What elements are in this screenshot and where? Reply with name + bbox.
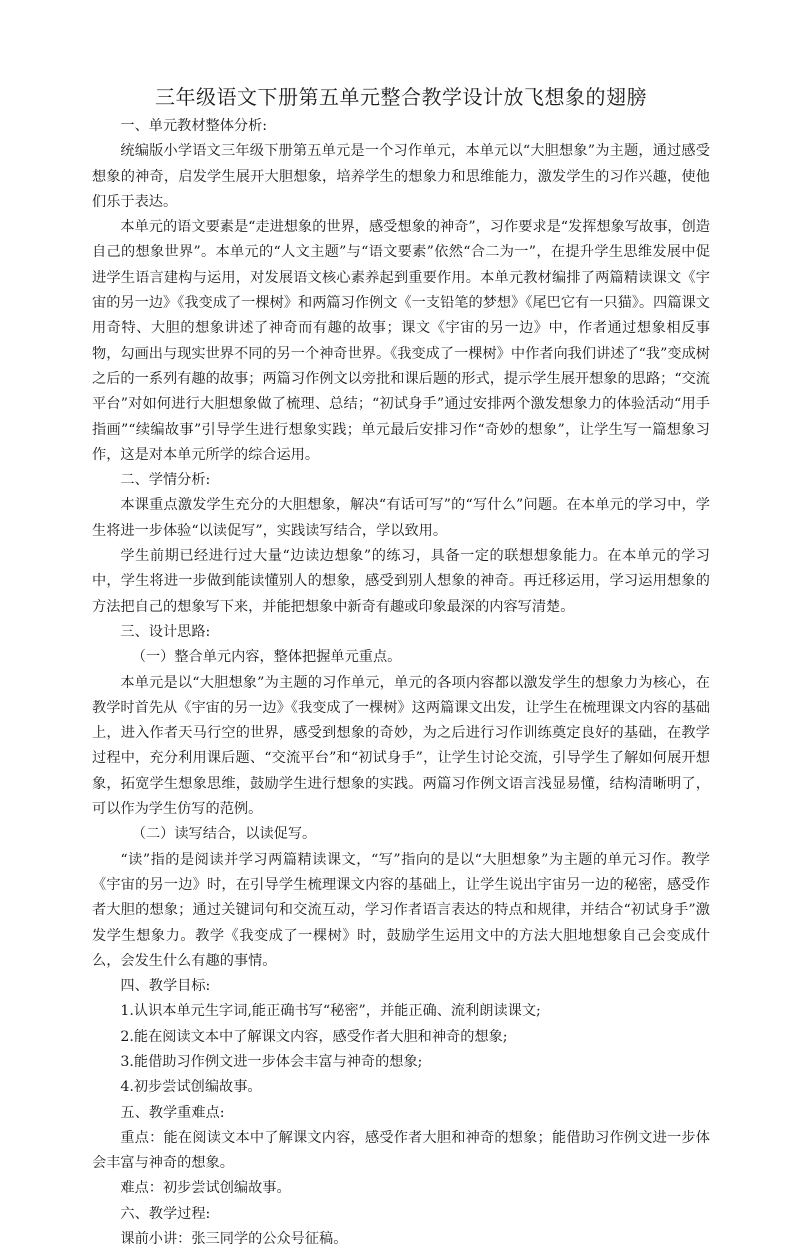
paragraph: 本单元的语文要素是“走进想象的世界，感受想象的神奇”，习作要求是“发挥想象写故事，创造自己的想象世界”。本单元的“人文主题”与“语文要素”依然“合二为一”，在提升学生思维发展中促进学生语言建构与运用，对发展语文核心素养起到重要作用。本单元教材编排了两篇精读课文《宇宙的另一边》《我变成了一棵树》和两篇习作例文《一支铅笔的梦想》《尾巴它有一只猫》。四篇课文用奇特、大胆的想象讲述了神奇而有趣的故事；课文《宇宙的另一边》中，作者通过想象相反事物，勾画出与现实世界不同的另一个神奇世界。《我变成了一棵树》中作者向我们讲述了“我”变成树之后的一系列有趣的故事；两篇习作例文以旁批和课后题的形式，提示学生展开想象的思路；“交流平台”对如何进行大胆想象做了梳理、总结；“初试身手”通过安排两个激发想象力的体验活动“用手指画”“续编故事”引导学生进行想象实践；单元最后安排习作“奇妙的想象”，让学生写一篇想象习作，这是对本单元所学的综合运用。	[92, 219, 710, 463]
document-body	[92, 114, 710, 1252]
objective-item: 3.能借助习作例文进一步体会丰富与神奇的想象;	[120, 1053, 423, 1070]
section-heading-2: 二、学情分析:	[120, 472, 211, 489]
paragraph: 难点：初步尝试创编故事。	[120, 1180, 291, 1197]
subsection-heading-1: （一）整合单元内容，整体把握单元重点。	[131, 649, 402, 666]
objective-item: 1.认识本单元生字词,能正确书写“秘密”，并能正确、流利朗读课文;	[120, 1003, 541, 1020]
paragraph: 统编版小学语文三年级下册第五单元是一个习作单元，本单元以“大胆想象”为主题，通过感受想象的神奇，启发学生展开大胆想象，培养学生的想象力和思维能力，激发学生的习作兴趣，使他们乐于表达。	[92, 143, 710, 210]
section-heading-3: 三、设计思路:	[120, 623, 211, 640]
paragraph: “读”指的是阅读并学习两篇精读课文，“写”指向的是以“大胆想象”为主题的单元习作。教学《宇宙的另一边》时，在引导学生梳理课文内容的基础上，让学生说出宇宙另一边的秘密，感受作者大胆的想象；通过关键词句和交流互动，学习作者语言表达的特点和规律，并结合“初试身手”激发学生想象力。教学《我变成了一棵树》时，鼓励学生运用文中的方法大胆地想象自己会变成什么，会发生什么有趣的事情。	[92, 851, 710, 969]
section-heading-1: 一、单元教材整体分析:	[120, 118, 268, 134]
paragraph: 本课重点激发学生充分的大胆想象，解决“有话可写”的“写什么”问题。在本单元的学习中，学生将进一步体验“以读促写”，实践读写结合，学以致用。	[92, 497, 710, 539]
paragraph: 本单元是以“大胆想象”为主题的习作单元，单元的各项内容都以激发学生的想象力为核心，在教学时首先从《宇宙的另一边》《我变成了一棵树》这两篇课文出发，让学生在梳理课文内容的基础上，进入作者天马行空的世界，感受到想象的奇妙，为之后进行习作训练奠定良好的基础，在教学过程中，充分利用课后题、“交流平台”和“初试身手”，让学生讨论交流，引导学生了解如何展开想象，拓宽学生想象思维，鼓励学生进行想象的实践。两篇习作例文语言浅显易懂，结构清晰明了，可以作为学生仿写的范例。	[92, 674, 710, 818]
paragraph: 课前小讲：张三同学的公众号征稿。	[120, 1231, 348, 1248]
document-page	[92, 82, 710, 1252]
objective-item: 2.能在阅读文本中了解课文内容，感受作者大胆和神奇的想象;	[120, 1028, 508, 1045]
paragraph: 学生前期已经进行过大量“边读边想象”的练习，具备一定的联想想象能力。在本单元的学习中，学生将进一步做到能读懂别人的想象，感受到别人想象的神奇。再迁移运用，学习运用想象的方法把自己的想象写下来，并能把想象中新奇有趣或印象最深的内容写清楚。	[92, 548, 710, 615]
objective-item: 4.初步尝试创编故事。	[120, 1079, 262, 1096]
document-title: 三年级语文下册第五单元整合教学设计放飞想象的翅膀	[155, 85, 647, 109]
section-heading-4: 四、教学目标:	[120, 978, 211, 995]
paragraph: 重点：能在阅读文本中了解课文内容，感受作者大胆和神奇的想象；能借助习作例文进一步体会丰富与神奇的想象。	[92, 1129, 710, 1172]
section-heading-5: 五、教学重难点:	[120, 1104, 225, 1121]
section-heading-6: 六、教学过程:	[120, 1205, 211, 1222]
subsection-heading-2: （二）读写结合，以读促写。	[131, 826, 317, 843]
